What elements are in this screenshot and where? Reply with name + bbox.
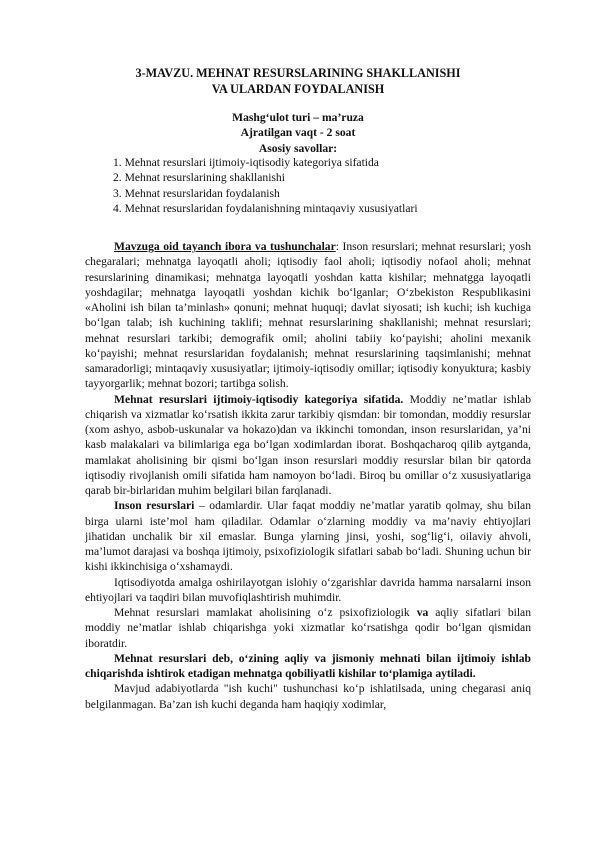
key-terms-text: : Inson resurslari; mehnat resurslari; yosh chegaralari; mehnatga layoqatli aholi; iqtisodiy faol aholi; iqtisodiy nofaol aholi; mehnat resurslarining dinamikasi; mehnatga layoqatli yoshdan katta kishilar; mehnatgga layoqatli yoshdagilar; mehnatga layoqatli yoshdan kichik bo‘lganlar; O‘zbekiston Respublikasini «Aholini ish bilan ta’minlash» qonuni; mehnat huquqi; davlat siyosati; ish kuchi; ish kuchiga bo‘lgan talab; ish kuchining taklifi; mehnat resurslarining shakllanishi; mehnat resurslari; mehnat resurslari tarkibi; demografik omil; aholini tabiiy ko‘payishi; aholini mexanik ko‘payishi; mehnat resurslaridan foydalanish; mehnat resurslarining taqsimlanishi; mehnat samaradorligi; mintaqaviy xususiyatlar; ijtimoiy-iqtisodiy omillar; iqtisodiy konyuktura; kasbiy tayyorgarlik; mehnat bozori; tartibga solish. (85, 240, 531, 391)
title-line-2: VA ULARDAN FOYDALANISH (211, 81, 385, 96)
lesson-time: Ajratilgan vaqt - 2 soat (240, 126, 356, 140)
question-item: 3. Mehnat resurslaridan foydalanish (113, 186, 280, 200)
lesson-type: Mashg‘ulot turi – ma’ruza (232, 111, 364, 124)
labor-definition-bold: va (416, 606, 429, 619)
title-line-1: 3-MAVZU. MEHNAT RESURSLARINING SHAKLLANISHI (135, 66, 461, 80)
question-item: 4. Mehnat resurslaridan foydalanishning mintaqaviy xususiyatlari (113, 202, 418, 216)
category-text: Moddiy ne’matlar ishlab chiqarish va xizmatlar ko‘rsatish ikkita zarur tarkibiy qismdan: bir tomondan, moddiy resurslar (xom ashyo, asbob-uskunalar va hokazo)dan va ikkinchi tomondan, inson resurslaridan, ya’ni kasb malakalari va bilimlariga ega bo‘lgan xodimlardan iborat. Boshqacharoq qilib aytganda, mamlakat aholisining bir qismi bo‘lgan inson resurslari moddiy resurslar bilan bir qatorda iqtisodiy rivojlanish omili sifatida ham namoyon bo‘ladi. Biroq bu omillar o‘z xususiyatlariga qarab bir-birlaridan muhim belgilari bilan farqlanadi. (85, 392, 531, 497)
bold-definition: Mehnat resurslari deb, o‘zining aqliy va jismoniy mehnati bilan ijtimoiy ishlab chiqarishda ishtirok etadigan mehnatga qobiliyatli kishilar to‘plamiga aytiladi. (85, 651, 531, 680)
paragraph-key-terms (85, 239, 531, 392)
questions-heading: Asosiy savollar: (258, 141, 338, 155)
question-item: 2. Mehnat resurslarining shakllanishi (113, 171, 285, 185)
lesson-meta (0, 110, 596, 156)
paragraph-category (85, 392, 531, 499)
document-title (0, 66, 596, 97)
human-resources-text: – odamlardir. Ular faqat moddiy ne’matlar yaratib qolmay, shu bilan birga ularni iste’mol ham qiladilar. Odamlar o‘zlarning moddiy va ma’naviy ehtiyojlari jihatidan unchalik bir xil emaslar. Bunga ylarning jinsi, yoshi, sog‘lig‘i, oilaviy ahvoli, ma’lumot darajasi va boshqa ijtimoiy, psixofiziologik sifatlari sabab bo‘ladi. Shuning uchun bir kishi ikkinchisiga o‘xshamaydi. (85, 499, 531, 574)
paragraph-labor-definition (85, 605, 531, 651)
paragraph-labor-force: Mavjud adabiyotlarda "ish kuchi" tushunchasi ko‘p ishlatilsada, uning chegarasi aniq belgilanmagan. Ba’zan ish kuchi deganda ham haqiqiy xodimlar, (85, 682, 531, 711)
human-resources-term: Inson resurslari (114, 499, 195, 513)
question-item: 1. Mehnat resurslari ijtimoiy-iqtisodiy kategoriya sifatida (113, 156, 379, 169)
key-terms-label: Mavzuga oid tayanch ibora va tushunchalar (114, 240, 336, 253)
category-heading: Mehnat resurslari ijtimoiy-iqtisodiy kategoriya sifatida. (114, 392, 404, 406)
labor-definition-text-a: Mehnat resurslari mamlakat aholisining o‘z psixofiziologik (114, 606, 417, 619)
questions-list (113, 155, 533, 217)
paragraph-reforms: Iqtisodiyotda amalga oshirilayotgan islohiy o‘zgarishlar davrida hamma narsalarni inson ehtiyojlari va taqdiri bilan muvofiqlashtirish muhimdir. (85, 575, 531, 604)
paragraph-bold-definition (85, 651, 531, 682)
paragraph-human-resources (85, 498, 531, 574)
labor-definition-text-b: aqliy sifatlari bilan moddiy ne’matlar ishlab chiqarishga yoki xizmatlar ko‘rsatishga qodir bo‘lgan qismidan iboratdir. (85, 606, 531, 650)
body-text (85, 239, 531, 712)
